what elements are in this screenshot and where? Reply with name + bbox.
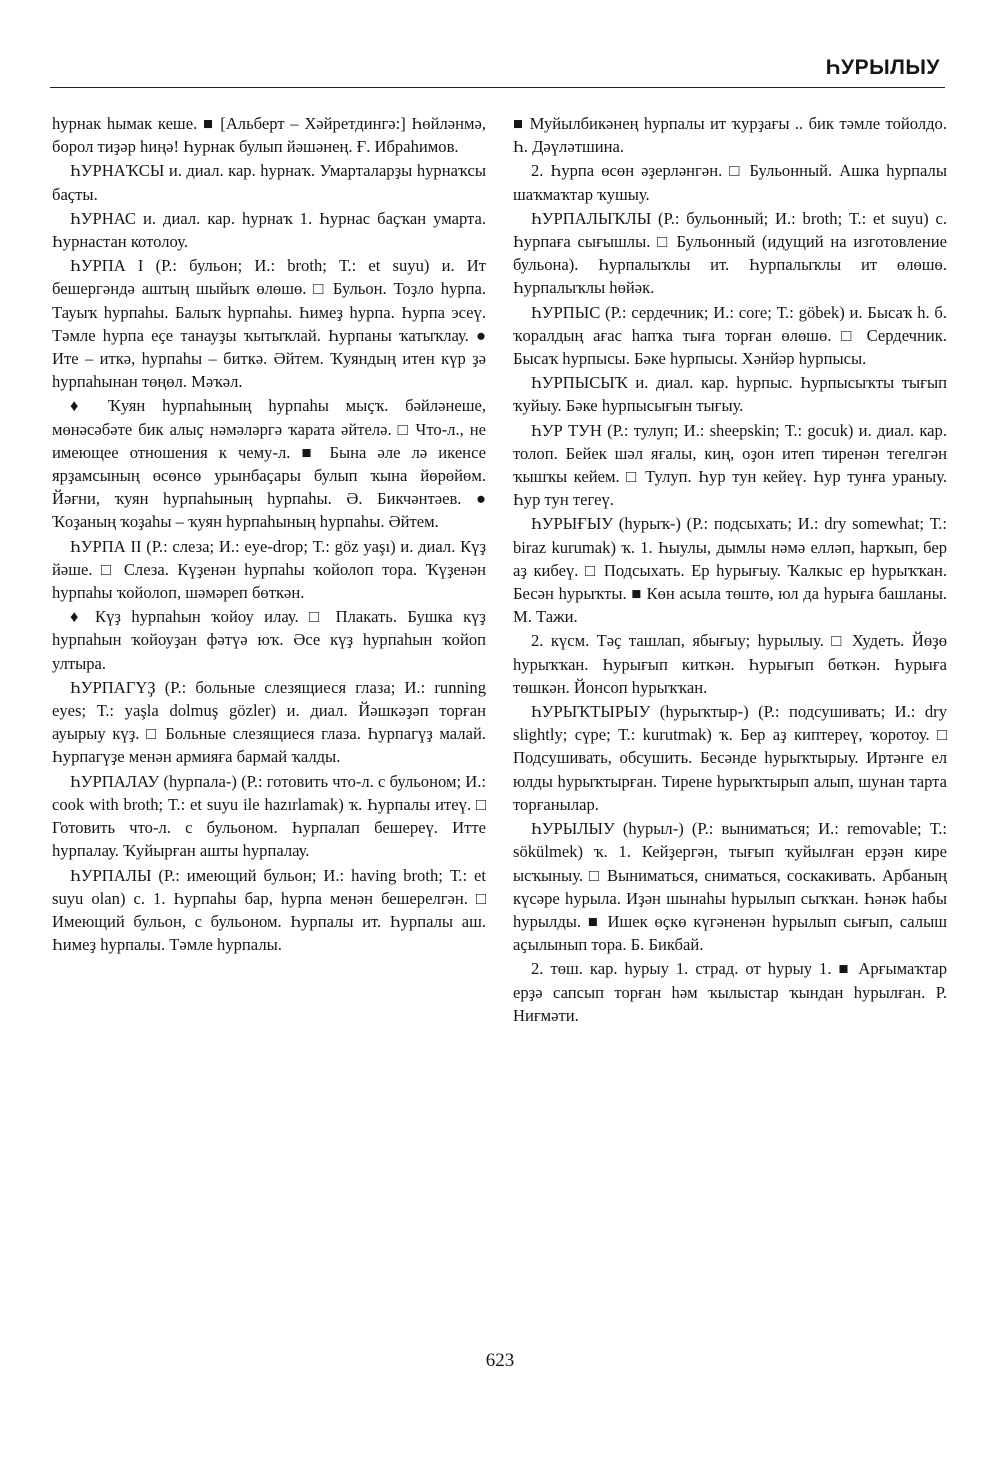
header-rule — [50, 87, 945, 88]
entry-hurnaksy: ҺУРНАҠСЫ и. диал. кар. һурнаҡ. Умарталарҙы һурнаҡсы баҫты. — [52, 161, 486, 204]
entry-hurpaly-sense-2: 2. Һурпа өсөн әҙерләнгән. □ Бульонный. Ашка һурпалы шаҡмаҡтар ҡушыу. — [513, 161, 947, 204]
entry-hurpa-2: ҺУРПА II (Р.: слеза; И.: eye-drop; Т.: göz yaşı) и. диал. Күҙ йәше. □ Слеза. Күҙенән һурпаһы ҡойолоп тора. Ҡүҙенән һурпаһы ҡойолоп, шәмәреп бөткән. — [52, 536, 486, 603]
right-column — [513, 112, 947, 1028]
entry-hur-tun: ҺУР ТУН (Р.: тулуп; И.: sheepskin; Т.: gocuk) и. диал. кар. толоп. Бейек шәл яғалы, киң, оҙон итеп тиренән тегелгән ҡышҡы кейем. □ Тулуп. Һур тун кейеү. Һур тунға ураныу. Һур тун тегеү. — [513, 420, 947, 510]
page-number: 623 — [485, 1350, 515, 1371]
entry-hurylyu: ҺУРЫЛЫУ (һурыл-) (Р.: выниматься; И.: removable; Т.: sökülmek) ҡ. 1. Кейҙергән, тығып ҡуйылған ерҙән кире ысҡыныу. □ Выниматься, сниматься, соскакивать. Арбаның күсәре һурыла. Иҙән шынаһы һурылып сыҡҡан. Һәнәк һабы һурылды. ■ Ишек өҫкө күгәненән һурылып сығып, салыш аҫылынып тора. Б. Бикбай. — [513, 819, 947, 955]
entry-hurpysyk: ҺУРПЫСЫҠ и. диал. кар. һурпыс. Һурпысыҡты тығып ҡуйыу. Бәке һурпысығын тығыу. — [513, 373, 947, 416]
entry-hurpalau: ҺУРПАЛАУ (һурпала-) (Р.: готовить что-л. с бульоном; И.: cook with broth; Т.: et suyu ile hazırlamak) ҡ. Һурпалы итеү. □ Готовить что-л. с бульоном. Һурпалап бешереү. Итте һурпалау. Ҡуйырған ашты һурпалау. — [52, 771, 486, 861]
entry-hurpa-1: ҺУРПА I (Р.: бульон; И.: broth; Т.: et suyu) и. Ит бешергәндә аштың шыйыҡ өлөшө. □ Бульон. Тоҙло һурпа. Тауыҡ һурпаһы. Балыҡ һурпаһы. Һимеҙ һурпа. Һурпа эсеү. Тәмле һурпа еҫе танауҙы ҡытыҡлай. Һурпаны ҡатыҡлау. ● Ите – иткә, һурпаһы – биткә. Әйтем. Ҡуяндың итен күр ҙә һурпаһынан төңөл. Мәҡәл. — [52, 256, 486, 392]
entry-kuz-hurpahyn: ♦ Күҙ һурпаһын ҡойоу илау. □ Плакать. Бушка күҙ һурпаһын ҡойоуҙан фәтүә юҡ. Әсе күҙ һурпаһын ҡойоп ултыра. — [52, 607, 486, 673]
entry-hurpalykly: ҺУРПАЛЫҠЛЫ (Р.: бульонный; И.: broth; Т.: et suyu) с. Һурпаға сығышлы. □ Бульонный (идущий на изготовление бульона). Һурпалыҡлы ит. Һурпалыҡлы ит өлөшө. Һурпалыҡлы һөйәк. — [513, 208, 947, 298]
entry-continuation: һурнак һымак кеше. ■ [Альберт – Хәйретдингә:] Һөйләнмә, борол тиҙәр һиңә! Һурнак булып йәшәнең. Ғ. Ибраһимов. — [52, 114, 486, 157]
running-head: ҺУРЫЛЫУ — [825, 56, 940, 79]
left-column — [52, 112, 486, 957]
entry-hurpaguz: ҺУРПАГҮҘ (Р.: больные слезящиеся глаза; И.: running eyes; Т.: yaşla dolmuş gözler) и. диал. Йәшкәҙәп торған ауырыу күҙ. □ Больные слезящиеся глаза. Һурпагүҙ малай. Һурпагүҙе менән армияға бармай ҡалды. — [52, 677, 486, 767]
entry-huryktyryu: ҺУРЫҠТЫРЫУ (һурыҡтыр-) (Р.: подсушивать; И.: dry slightly; сүре; Т.: kurutmak) ҡ. Бер аҙ киптереү, ҡоротоу. □ Подсушивать, обсушить. Бесәнде һурыҡтырыу. Иртәнге ел юлды һурыҡтырған. Тирене һурыҡтырып алып, шунан тарта торғанылар. — [513, 702, 947, 814]
entry-hurpys: ҺУРПЫС (Р.: сердечник; И.: core; Т.: göbek) и. Бысаҡ һ. б. ҡоралдың ағас һапҡа тыға торған өлөшө. □ Сердечник. Бысаҡ һурпысы. Бәке һурпысы. Хәнйәр һурпысы. — [513, 302, 947, 369]
entry-hurygyu: ҺУРЫҒЫУ (һурыҡ-) (Р.: подсыхать; И.: dry somewhat; Т.: biraz kurumak) ҡ. 1. Һыулы, дымлы нәмә елләп, һарҡып, бер аҙ кибеү. □ Подсыхать. Ер һурығыу. Ҡалкыс ер һурыҡҡан. Бесән һурыҡты. ■ Көн асыла төштө, юл да һурыға башланы. М. Тажи. — [513, 514, 947, 627]
entry-hurpaly: ҺУРПАЛЫ (Р.: имеющий бульон; И.: having broth; Т.: et suyu olan) с. 1. Һурпаһы бар, һурпа менән бешерелгән. □ Имеющий бульон, с бульоном. Һурпалы ит. Һурпалы аш. Һимеҙ һурпалы. Тәмле һурпалы. — [52, 865, 486, 955]
entry-hurygyu-sense-2: 2. күсм. Тәҫ ташлап, ябығыу; һурылыу. □ Худеть. Йөҙө һурыҡҡан. Һурығып киткән. Һурығып бөткән. Һурыға төшкән. Йонсоп һурыҡҡан. — [513, 631, 947, 697]
entry-hurylyu-sense-2: 2. төш. кар. һурыу 1. страд. от һурыу 1. ■ Арғымаҡтар ерҙә сапсып торған һәм ҡылыстар ҡындан һурылған. Р. Ниғмәти. — [513, 959, 947, 1025]
entry-kuyan-hurpahy: ♦ Ҡуян һурпаһының һурпаһы мыҫҡ. бәйләнеше, мөнәсәбәте бик алыҫ нәмәләргә ҡарата әйтелә. □ Что-л., не имеющее отношения к чему-л. ■ Бына әле лә икенсе ярҙамсының өсөнсө урынбаҫары булып ҡына йөрөйөм. Йәғни, ҡуян һурпаһының һурпаһы. Ә. Бикчәнтәев. ● Ҡоҙаның ҡоҙаһы – ҡуян һурпаһының һурпаһы. Әйтем. — [52, 396, 486, 532]
entry-hurpaly-cont: ■ Муйылбикәнең һурпалы ит ҡурҙағы .. бик тәмле тойолдо. Һ. Дәүләтшина. — [513, 114, 947, 157]
entry-hurnas: ҺУРНАС и. диал. кар. һурнаҡ 1. Һурнас баҫҡан умарта. Һурнастан котолоу. — [52, 208, 486, 252]
